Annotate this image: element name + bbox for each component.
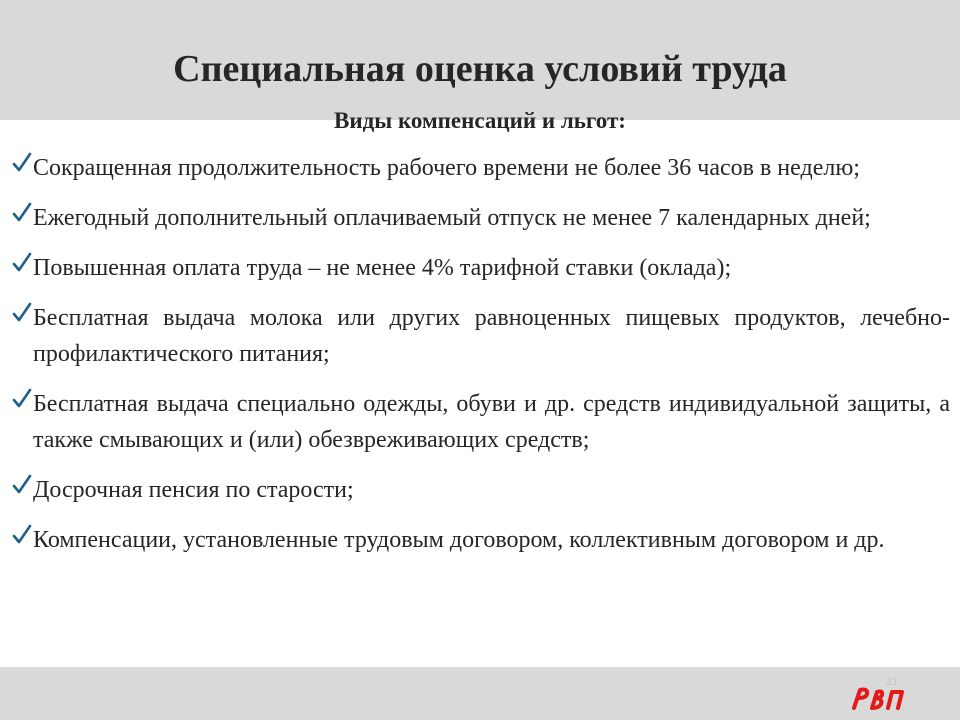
list-item-text: Компенсации, установленные трудовым договором, коллективным договором и др. [33, 527, 885, 553]
list-item [12, 300, 950, 372]
checkmark-icon [12, 251, 32, 275]
rzd-logo-icon [850, 682, 906, 712]
list-item [12, 522, 950, 558]
checkmark-icon [12, 301, 32, 325]
list-item [12, 472, 950, 508]
checkmark-icon [12, 201, 32, 225]
list-item-text: Ежегодный дополнительный оплачиваемый отпуск не менее 7 календарных дней; [33, 205, 871, 231]
list-item-text: Бесплатная выдача специально одежды, обуви и др. средств индивидуальной защиты, а также смывающих и (или) обезвреживающих средств; [33, 391, 950, 453]
list-item-text: Сокращенная продолжительность рабочего времени не более 36 часов в неделю; [33, 155, 860, 181]
list-item-text: Бесплатная выдача молока или других равноценных пищевых продуктов, лечебно-профилактического питания; [33, 305, 950, 367]
checkmark-icon [12, 151, 32, 175]
slide-subtitle: Виды компенсаций и льгот: [334, 108, 626, 133]
list-item [12, 150, 950, 186]
list-item-text: Досрочная пенсия по старости; [33, 477, 354, 503]
checkmark-icon [12, 387, 32, 411]
list-item [12, 386, 950, 458]
checkmark-icon [12, 473, 32, 497]
page-number: 21 [886, 676, 899, 688]
slide-title: Специальная оценка условий труда [173, 48, 787, 90]
list-item [12, 200, 950, 236]
list-item-text: Повышенная оплата труда – не менее 4% тарифной ставки (оклада); [33, 255, 732, 281]
checkmark-icon [12, 523, 32, 547]
footer-band [0, 667, 960, 720]
list-item [12, 250, 950, 286]
benefits-list [12, 150, 950, 572]
